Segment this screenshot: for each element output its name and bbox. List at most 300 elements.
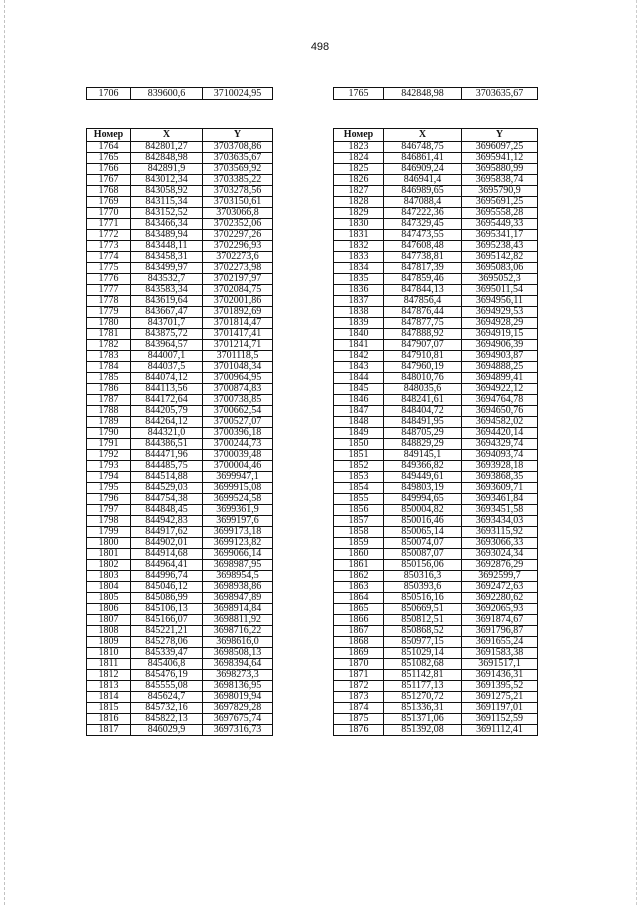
x-coordinate-cell: 847859,46 <box>384 274 462 285</box>
x-coordinate-cell: 844386,51 <box>131 439 203 450</box>
y-coordinate-cell: 3701892,69 <box>203 307 273 318</box>
x-coordinate-cell: 844007,1 <box>131 351 203 362</box>
y-coordinate-cell: 3693066,33 <box>462 538 538 549</box>
point-number-cell: 1831 <box>334 230 384 241</box>
table-row <box>334 88 538 100</box>
y-coordinate-cell: 3694956,11 <box>462 296 538 307</box>
point-number-cell: 1825 <box>334 164 384 175</box>
table-row <box>334 329 538 340</box>
point-number-cell: 1797 <box>87 505 131 516</box>
y-coordinate-cell: 3695083,06 <box>462 263 538 274</box>
x-coordinate-cell: 844485,75 <box>131 461 203 472</box>
y-coordinate-cell: 3700874,83 <box>203 384 273 395</box>
x-coordinate-cell: 843058,92 <box>131 186 203 197</box>
point-number-cell: 1817 <box>87 725 131 736</box>
table-row <box>334 439 538 450</box>
table-row <box>334 626 538 637</box>
y-coordinate-cell: 3698811,92 <box>203 615 273 626</box>
table-row <box>334 252 538 263</box>
y-coordinate-cell: 3693868,35 <box>462 472 538 483</box>
table-row <box>87 527 273 538</box>
table-row <box>334 637 538 648</box>
y-coordinate-cell: 3698616,0 <box>203 637 273 648</box>
table-row <box>334 615 538 626</box>
y-coordinate-cell: 3697675,74 <box>203 714 273 725</box>
x-coordinate-cell: 844172,64 <box>131 395 203 406</box>
table-row <box>87 626 273 637</box>
y-coordinate-cell: 3693928,18 <box>462 461 538 472</box>
point-number-cell: 1778 <box>87 296 131 307</box>
point-number-cell: 1833 <box>334 252 384 263</box>
x-coordinate-cell: 844917,62 <box>131 527 203 538</box>
table-row <box>334 538 538 549</box>
table-row <box>87 395 273 406</box>
y-coordinate-cell: 3699915,08 <box>203 483 273 494</box>
table-row <box>334 197 538 208</box>
y-coordinate-cell: 3694929,53 <box>462 307 538 318</box>
x-coordinate-cell: 847856,4 <box>384 296 462 307</box>
y-coordinate-cell: 3692876,29 <box>462 560 538 571</box>
point-number-cell: 1832 <box>334 241 384 252</box>
y-coordinate-cell: 3698987,95 <box>203 560 273 571</box>
coordinates-table-right <box>333 128 538 736</box>
y-coordinate-cell: 3703278,56 <box>203 186 273 197</box>
point-number-cell: 1790 <box>87 428 131 439</box>
point-number-cell: 1841 <box>334 340 384 351</box>
y-coordinate-cell: 3694093,74 <box>462 450 538 461</box>
x-coordinate-cell: 844942,83 <box>131 516 203 527</box>
y-coordinate-cell: 3702001,86 <box>203 296 273 307</box>
y-coordinate-cell: 3695941,12 <box>462 153 538 164</box>
column-header-x: X <box>131 129 203 142</box>
point-number-cell: 1814 <box>87 692 131 703</box>
point-number-cell: 1827 <box>334 186 384 197</box>
column-header-number: Номер <box>334 129 384 142</box>
table-row <box>87 417 273 428</box>
point-number-cell: 1798 <box>87 516 131 527</box>
x-coordinate-cell: 851371,06 <box>384 714 462 725</box>
table-row <box>334 450 538 461</box>
point-number-cell: 1783 <box>87 351 131 362</box>
point-number-cell: 1793 <box>87 461 131 472</box>
x-coordinate-cell: 845555,08 <box>131 681 203 692</box>
y-coordinate-cell: 3693461,84 <box>462 494 538 505</box>
y-coordinate-cell: 3702352,06 <box>203 219 273 230</box>
x-coordinate-cell: 847910,81 <box>384 351 462 362</box>
point-number-cell: 1788 <box>87 406 131 417</box>
table-row <box>334 263 538 274</box>
scan-edge-left <box>4 0 6 905</box>
table-body-left <box>87 142 273 736</box>
x-coordinate-cell: 849366,82 <box>384 461 462 472</box>
point-number-cell: 1768 <box>87 186 131 197</box>
y-coordinate-cell: 3691517,1 <box>462 659 538 670</box>
point-number-cell: 1838 <box>334 307 384 318</box>
table-row <box>334 373 538 384</box>
x-coordinate-cell: 850669,51 <box>384 604 462 615</box>
y-coordinate-cell: 3695052,3 <box>462 274 538 285</box>
table-row <box>87 549 273 560</box>
table-row <box>87 186 273 197</box>
y-coordinate-cell: 3702084,75 <box>203 285 273 296</box>
y-coordinate-cell: 3697829,28 <box>203 703 273 714</box>
x-coordinate-cell: 850156,06 <box>384 560 462 571</box>
point-number-cell: 1776 <box>87 274 131 285</box>
x-coordinate-cell: 850868,52 <box>384 626 462 637</box>
point-number-cell: 1834 <box>334 263 384 274</box>
point-number-cell: 1800 <box>87 538 131 549</box>
table-row <box>334 428 538 439</box>
point-number-cell: 1842 <box>334 351 384 362</box>
y-coordinate-cell: 3699524,58 <box>203 494 273 505</box>
y-coordinate-cell: 3691796,87 <box>462 626 538 637</box>
table-row <box>334 703 538 714</box>
x-coordinate-cell: 851029,14 <box>384 648 462 659</box>
x-coordinate-cell: 844754,38 <box>131 494 203 505</box>
table-row <box>87 88 273 100</box>
x-coordinate-cell: 843532,7 <box>131 274 203 285</box>
x-coordinate-cell: 851142,81 <box>384 670 462 681</box>
y-coordinate-cell: 3703385,22 <box>203 175 273 186</box>
y-coordinate-cell: 3693434,03 <box>462 516 538 527</box>
y-coordinate-cell: 3702273,98 <box>203 263 273 274</box>
table-row <box>334 406 538 417</box>
y-coordinate-cell: 3694919,15 <box>462 329 538 340</box>
table-row <box>334 593 538 604</box>
point-number-cell: 1843 <box>334 362 384 373</box>
x-coordinate-cell: 850065,14 <box>384 527 462 538</box>
point-number-cell: 1828 <box>334 197 384 208</box>
y-coordinate-cell: 3699361,9 <box>203 505 273 516</box>
x-coordinate-cell: 842891,9 <box>131 164 203 175</box>
table-row <box>87 307 273 318</box>
table-row <box>334 472 538 483</box>
x-coordinate-cell: 848705,29 <box>384 428 462 439</box>
table-row <box>87 615 273 626</box>
x-coordinate-cell: 847222,36 <box>384 208 462 219</box>
point-number-cell: 1772 <box>87 230 131 241</box>
table-row <box>334 175 538 186</box>
point-number-cell: 1808 <box>87 626 131 637</box>
point-number-cell: 1830 <box>334 219 384 230</box>
table-row <box>334 417 538 428</box>
x-coordinate-cell: 848035,6 <box>384 384 462 395</box>
table-row <box>334 725 538 736</box>
point-number-cell: 1870 <box>334 659 384 670</box>
y-coordinate-cell: 3698954,5 <box>203 571 273 582</box>
table-row <box>87 692 273 703</box>
x-coordinate-cell: 844902,01 <box>131 538 203 549</box>
point-number-cell: 1774 <box>87 252 131 263</box>
table-row <box>87 516 273 527</box>
x-coordinate-cell: 844514,88 <box>131 472 203 483</box>
point-number-cell: 1844 <box>334 373 384 384</box>
y-coordinate-cell: 3691197,01 <box>462 703 538 714</box>
point-number-cell: 1854 <box>334 483 384 494</box>
y-coordinate-cell: 3694888,25 <box>462 362 538 373</box>
x-coordinate-cell: 844205,79 <box>131 406 203 417</box>
y-coordinate-cell: 3694329,74 <box>462 439 538 450</box>
x-coordinate-cell: 843667,47 <box>131 307 203 318</box>
point-number-cell: 1855 <box>334 494 384 505</box>
y-coordinate-cell: 3700662,54 <box>203 406 273 417</box>
table-row <box>334 186 538 197</box>
y-coordinate-cell: 3702273,6 <box>203 252 273 263</box>
point-number-cell: 1765 <box>87 153 131 164</box>
x-coordinate-cell: 844529,03 <box>131 483 203 494</box>
table-row <box>87 274 273 285</box>
table-row <box>334 571 538 582</box>
point-number-cell: 1845 <box>334 384 384 395</box>
point-number-cell: 1851 <box>334 450 384 461</box>
y-coordinate-cell: 3703569,92 <box>203 164 273 175</box>
x-coordinate-cell: 844996,74 <box>131 571 203 582</box>
x-coordinate-cell: 844848,45 <box>131 505 203 516</box>
table-row <box>87 219 273 230</box>
y-coordinate-cell: 3692065,93 <box>462 604 538 615</box>
table-row <box>87 560 273 571</box>
table-row <box>334 648 538 659</box>
table-row <box>87 582 273 593</box>
y-coordinate-cell: 3700039,48 <box>203 450 273 461</box>
point-number-cell: 1816 <box>87 714 131 725</box>
table-row <box>334 285 538 296</box>
x-coordinate-cell: 850977,15 <box>384 637 462 648</box>
y-coordinate-cell: 3698273,3 <box>203 670 273 681</box>
table-row <box>87 406 273 417</box>
x-coordinate-cell: 843499,97 <box>131 263 203 274</box>
point-number-cell: 1771 <box>87 219 131 230</box>
y-coordinate-cell: 3691275,21 <box>462 692 538 703</box>
point-number-cell: 1856 <box>334 505 384 516</box>
point-number-cell: 1802 <box>87 560 131 571</box>
y-coordinate-cell: 3694420,14 <box>462 428 538 439</box>
point-number-cell: 1791 <box>87 439 131 450</box>
x-coordinate-cell: 849994,65 <box>384 494 462 505</box>
x-coordinate-cell: 845278,06 <box>131 637 203 648</box>
y-coordinate-cell: 3700964,95 <box>203 373 273 384</box>
point-number-cell: 1875 <box>334 714 384 725</box>
y-coordinate-cell: 3693451,58 <box>462 505 538 516</box>
column-header-y: Y <box>462 129 538 142</box>
x-coordinate-cell: 843619,64 <box>131 296 203 307</box>
x-coordinate-cell: 842848,98 <box>384 88 462 100</box>
table-row <box>87 483 273 494</box>
x-coordinate-cell: 847738,81 <box>384 252 462 263</box>
table-row <box>334 670 538 681</box>
x-coordinate-cell: 849449,61 <box>384 472 462 483</box>
y-coordinate-cell: 3699947,1 <box>203 472 273 483</box>
point-number-cell: 1781 <box>87 329 131 340</box>
point-number-cell: 1850 <box>334 439 384 450</box>
point-number-cell: 1810 <box>87 648 131 659</box>
x-coordinate-cell: 851392,08 <box>384 725 462 736</box>
table-row <box>334 219 538 230</box>
point-number-cell: 1859 <box>334 538 384 549</box>
x-coordinate-cell: 845624,7 <box>131 692 203 703</box>
table-row <box>87 494 273 505</box>
table-row <box>334 505 538 516</box>
x-coordinate-cell: 849803,19 <box>384 483 462 494</box>
table-row <box>334 142 538 153</box>
x-coordinate-cell: 847844,13 <box>384 285 462 296</box>
point-number-cell: 1835 <box>334 274 384 285</box>
table-row <box>87 340 273 351</box>
table-row <box>87 472 273 483</box>
table-row <box>334 307 538 318</box>
point-number-cell: 1770 <box>87 208 131 219</box>
x-coordinate-cell: 846909,24 <box>384 164 462 175</box>
x-coordinate-cell: 845086,99 <box>131 593 203 604</box>
y-coordinate-cell: 3698508,13 <box>203 648 273 659</box>
point-number-cell: 1809 <box>87 637 131 648</box>
table-row <box>334 208 538 219</box>
point-number-cell: 1773 <box>87 241 131 252</box>
y-coordinate-cell: 3697316,73 <box>203 725 273 736</box>
table-row <box>87 538 273 549</box>
column-header-x: X <box>384 129 462 142</box>
y-coordinate-cell: 3698394,64 <box>203 659 273 670</box>
point-number-cell: 1767 <box>87 175 131 186</box>
point-number-cell: 1829 <box>334 208 384 219</box>
table-row <box>87 164 273 175</box>
table-row <box>334 153 538 164</box>
table-row <box>87 505 273 516</box>
x-coordinate-cell: 845732,16 <box>131 703 203 714</box>
x-coordinate-cell: 848241,61 <box>384 395 462 406</box>
x-coordinate-cell: 850316,3 <box>384 571 462 582</box>
table-row <box>87 571 273 582</box>
table-row <box>87 241 273 252</box>
x-coordinate-cell: 846941,4 <box>384 175 462 186</box>
table-header-row <box>87 129 273 142</box>
y-coordinate-cell: 3691655,24 <box>462 637 538 648</box>
table-row <box>87 648 273 659</box>
y-coordinate-cell: 3698938,86 <box>203 582 273 593</box>
point-number-cell: 1795 <box>87 483 131 494</box>
point-number-cell: 1792 <box>87 450 131 461</box>
point-number-cell: 1813 <box>87 681 131 692</box>
point-number-cell: 1846 <box>334 395 384 406</box>
x-coordinate-cell: 850516,16 <box>384 593 462 604</box>
point-number-cell: 1860 <box>334 549 384 560</box>
y-coordinate-cell: 3702296,93 <box>203 241 273 252</box>
x-coordinate-cell: 844321,0 <box>131 428 203 439</box>
x-coordinate-cell: 843152,52 <box>131 208 203 219</box>
y-coordinate-cell: 3694906,39 <box>462 340 538 351</box>
point-number-cell: 1766 <box>87 164 131 175</box>
x-coordinate-cell: 845406,8 <box>131 659 203 670</box>
x-coordinate-cell: 848829,29 <box>384 439 462 450</box>
x-coordinate-cell: 844471,96 <box>131 450 203 461</box>
y-coordinate-cell: 3694650,76 <box>462 406 538 417</box>
point-number-cell: 1826 <box>334 175 384 186</box>
table-row <box>87 637 273 648</box>
x-coordinate-cell: 843875,72 <box>131 329 203 340</box>
point-number-cell: 1794 <box>87 472 131 483</box>
y-coordinate-cell: 3701048,34 <box>203 362 273 373</box>
column-header-number: Номер <box>87 129 131 142</box>
x-coordinate-cell: 847907,07 <box>384 340 462 351</box>
point-number-cell: 1863 <box>334 582 384 593</box>
point-number-cell: 1811 <box>87 659 131 670</box>
point-number-cell: 1857 <box>334 516 384 527</box>
x-coordinate-cell: 845822,13 <box>131 714 203 725</box>
point-number-cell: 1706 <box>87 88 131 100</box>
x-coordinate-cell: 851336,31 <box>384 703 462 714</box>
table-row <box>87 329 273 340</box>
y-coordinate-cell: 3695238,43 <box>462 241 538 252</box>
x-coordinate-cell: 847876,44 <box>384 307 462 318</box>
y-coordinate-cell: 3692599,7 <box>462 571 538 582</box>
point-number-cell: 1807 <box>87 615 131 626</box>
point-number-cell: 1780 <box>87 318 131 329</box>
table-row <box>334 241 538 252</box>
x-coordinate-cell: 850016,46 <box>384 516 462 527</box>
y-coordinate-cell: 3700738,85 <box>203 395 273 406</box>
x-coordinate-cell: 847877,75 <box>384 318 462 329</box>
point-number-cell: 1868 <box>334 637 384 648</box>
x-coordinate-cell: 846861,41 <box>384 153 462 164</box>
y-coordinate-cell: 3692280,62 <box>462 593 538 604</box>
x-coordinate-cell: 845221,21 <box>131 626 203 637</box>
x-coordinate-cell: 843448,11 <box>131 241 203 252</box>
point-number-cell: 1815 <box>87 703 131 714</box>
point-number-cell: 1769 <box>87 197 131 208</box>
continuation-table-right <box>333 87 538 100</box>
point-number-cell: 1862 <box>334 571 384 582</box>
table-row <box>87 197 273 208</box>
table-row <box>87 439 273 450</box>
y-coordinate-cell: 3691436,31 <box>462 670 538 681</box>
x-coordinate-cell: 851082,68 <box>384 659 462 670</box>
point-number-cell: 1836 <box>334 285 384 296</box>
y-coordinate-cell: 3691112,41 <box>462 725 538 736</box>
x-coordinate-cell: 847329,45 <box>384 219 462 230</box>
x-coordinate-cell: 846748,75 <box>384 142 462 153</box>
x-coordinate-cell: 842801,27 <box>131 142 203 153</box>
point-number-cell: 1871 <box>334 670 384 681</box>
y-coordinate-cell: 3694903,87 <box>462 351 538 362</box>
table-row <box>87 604 273 615</box>
y-coordinate-cell: 3691583,38 <box>462 648 538 659</box>
table-row <box>334 516 538 527</box>
point-number-cell: 1848 <box>334 417 384 428</box>
y-coordinate-cell: 3701214,71 <box>203 340 273 351</box>
table-row <box>87 362 273 373</box>
y-coordinate-cell: 3710024,95 <box>203 88 273 100</box>
table-row <box>87 351 273 362</box>
table-row <box>334 494 538 505</box>
y-coordinate-cell: 3696097,25 <box>462 142 538 153</box>
x-coordinate-cell: 843583,34 <box>131 285 203 296</box>
x-coordinate-cell: 843701,7 <box>131 318 203 329</box>
table-row <box>87 296 273 307</box>
table-row <box>334 681 538 692</box>
table-row <box>87 142 273 153</box>
page-number: 498 <box>310 41 330 53</box>
y-coordinate-cell: 3701417,41 <box>203 329 273 340</box>
y-coordinate-cell: 3694922,12 <box>462 384 538 395</box>
table-row <box>334 714 538 725</box>
y-coordinate-cell: 3700004,46 <box>203 461 273 472</box>
table-row <box>87 703 273 714</box>
y-coordinate-cell: 3700396,18 <box>203 428 273 439</box>
table-row <box>334 296 538 307</box>
point-number-cell: 1858 <box>334 527 384 538</box>
table-row <box>334 351 538 362</box>
table-row <box>334 549 538 560</box>
